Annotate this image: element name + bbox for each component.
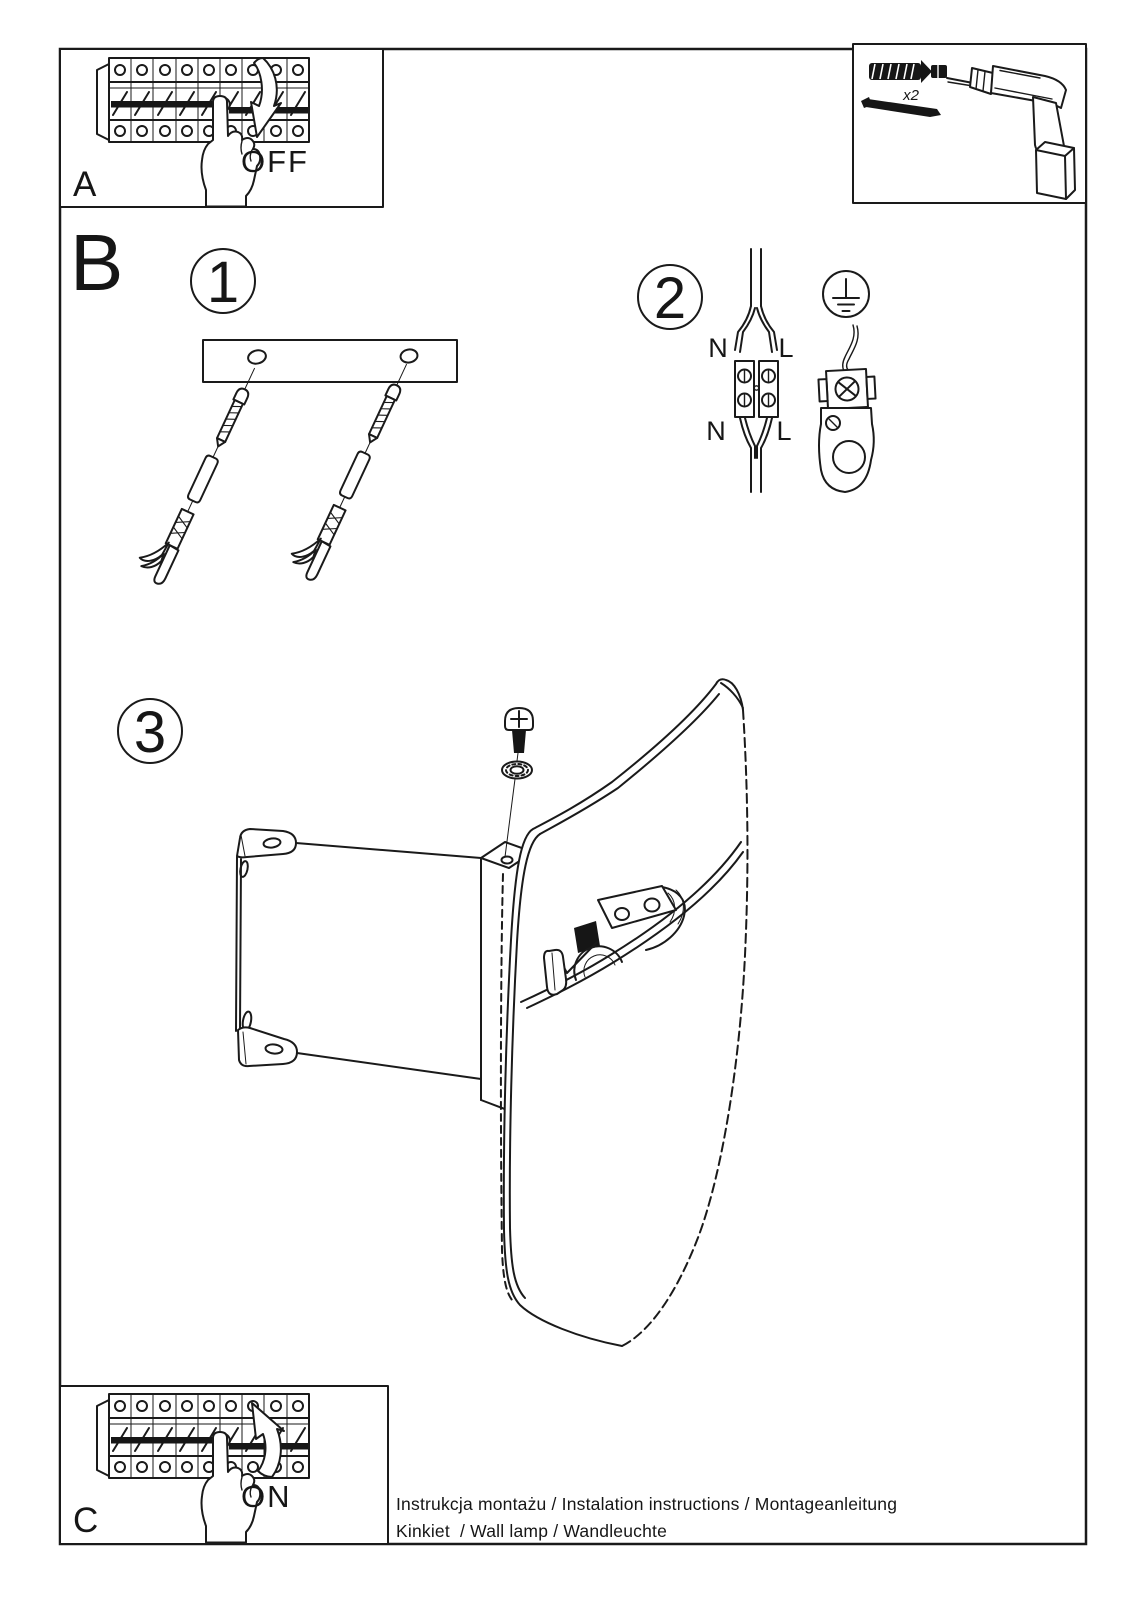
assembly-screw bbox=[505, 708, 533, 753]
supply-cable-top bbox=[735, 249, 777, 352]
panel-a bbox=[60, 49, 383, 207]
label-live-top: L bbox=[778, 333, 794, 363]
ground-clamp-figure bbox=[818, 325, 876, 492]
step-3-number: 3 bbox=[133, 700, 167, 765]
label-neutral-top: N bbox=[708, 333, 728, 363]
label-live-bottom: L bbox=[776, 416, 792, 446]
panel-c-label: C bbox=[73, 1501, 99, 1540]
footer-text bbox=[396, 1494, 897, 1541]
panel-a-label: A bbox=[73, 165, 97, 204]
terminal-block bbox=[735, 361, 778, 417]
step-1-figure bbox=[133, 249, 457, 586]
step-3-figure bbox=[118, 679, 747, 1346]
step-1-number: 1 bbox=[206, 250, 240, 315]
lamp-cable-bottom bbox=[740, 418, 772, 492]
ground-symbol-icon bbox=[823, 271, 869, 317]
label-neutral-bottom: N bbox=[706, 416, 726, 446]
footer-line-2: Kinkiet / Wall lamp / Wandleuchte bbox=[396, 1521, 668, 1541]
panel-c-action-label: ON bbox=[241, 1479, 292, 1514]
mounting-plate bbox=[203, 340, 457, 382]
section-b-label: B bbox=[70, 218, 124, 307]
panel-a-action-label: OFF bbox=[241, 144, 309, 179]
hardware-box bbox=[853, 44, 1086, 203]
mounting-bracket-figure bbox=[236, 829, 533, 1111]
assembly-axis-line bbox=[517, 753, 518, 761]
step-2-number: 2 bbox=[653, 266, 687, 331]
footer-line-1: Instrukcja montażu / Instalation instructions / Montageanleitung bbox=[396, 1494, 898, 1514]
assembly-washer bbox=[502, 762, 532, 779]
lamp-shade-figure bbox=[501, 679, 748, 1346]
step-2-figure bbox=[638, 249, 876, 492]
panel-c bbox=[60, 1386, 388, 1544]
quantity-label: x2 bbox=[903, 87, 919, 104]
